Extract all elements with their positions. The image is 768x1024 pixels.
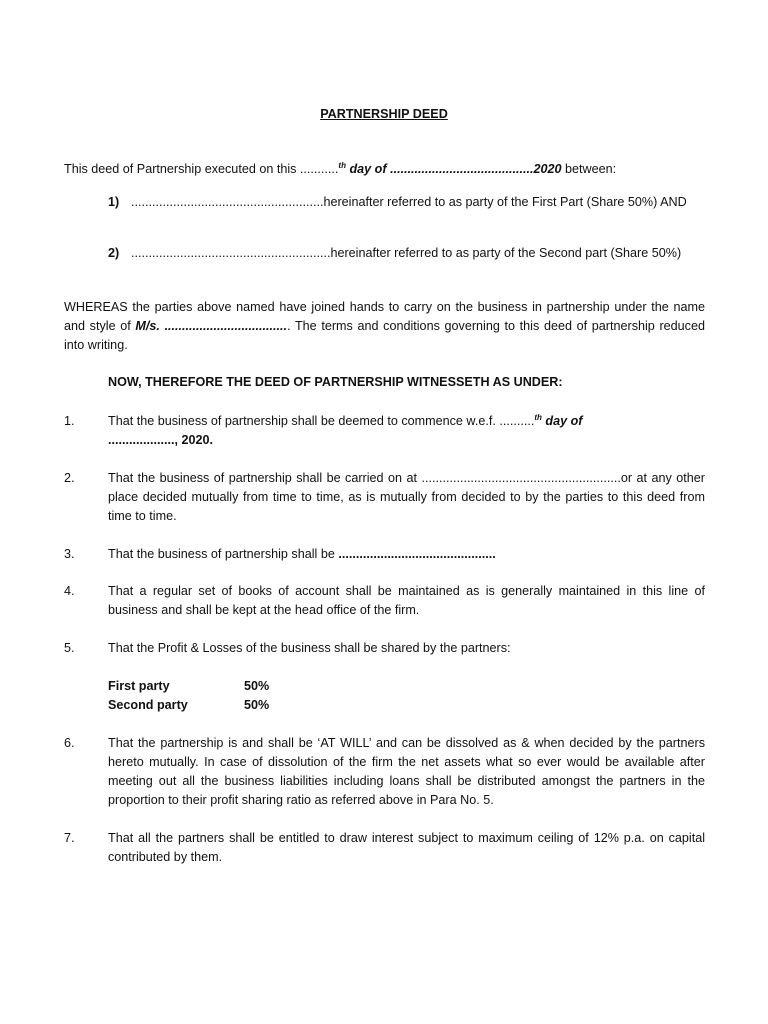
witnesseth-heading: NOW, THEREFORE THE DEED OF PARTNERSHIP WITNESSETH AS UNDER: — [108, 375, 563, 389]
clause-text-part: That the business of partnership shall be — [108, 547, 339, 561]
clause-text: That a regular set of books of account shall be maintained as is generally maintained in this line of business and shall be kept at the head office of the firm. — [108, 584, 705, 617]
clause-text-part: That the business of partnership shall be deemed to commence w.e.f. .......... — [108, 414, 535, 428]
intro-between: between: — [561, 162, 617, 176]
clause-superscript: th — [534, 412, 542, 422]
whereas-ms: M/s. ................................... — [135, 319, 288, 333]
party-text: .........................................................hereinafter referred to as party of the Second part (Share 50%) — [131, 246, 682, 260]
clause-1 — [64, 412, 705, 450]
clause-number: 3. — [64, 547, 75, 561]
clause-number: 4. — [64, 584, 75, 598]
intro-text: This deed of Partnership executed on this ........... — [64, 162, 339, 176]
share-party-name: First party — [108, 679, 170, 693]
intro-superscript: th — [338, 160, 346, 170]
clause-5 — [64, 639, 705, 658]
share-value: 50% — [244, 698, 270, 712]
share-value: 50% — [244, 679, 270, 693]
share-row — [108, 677, 269, 696]
clause-year: ..................., 2020. — [108, 433, 213, 447]
clause-text: That all the partners shall be entitled to draw interest subject to maximum ceiling of 12% p.a. on capital contributed by them. — [108, 831, 705, 864]
whereas-paragraph — [64, 298, 705, 355]
intro-day-of: day of .........................................2020 — [345, 162, 562, 176]
clause-2 — [64, 469, 705, 526]
clause-4 — [64, 582, 705, 620]
clause-7 — [64, 829, 705, 867]
intro-paragraph — [64, 160, 724, 179]
clause-day-of: day of — [541, 414, 583, 428]
clause-number: 1. — [64, 414, 75, 428]
clause-text — [108, 545, 705, 564]
clause-6 — [64, 734, 705, 810]
page-title: PARTNERSHIP DEED — [320, 107, 448, 121]
clause-3 — [64, 545, 705, 564]
party-first — [108, 193, 705, 212]
clause-number: 2. — [64, 471, 75, 485]
clause-number: 6. — [64, 736, 75, 750]
profit-share-table — [108, 677, 269, 715]
clause-number: 5. — [64, 641, 75, 655]
clause-text: That the business of partnership shall be carried on at .........................................................or at any other place decided mutually from time to time, as is mutually from decided to by the parties to this deed from time to time. — [108, 471, 705, 523]
clause-text — [108, 412, 705, 450]
clause-dots: ............................................. — [338, 547, 496, 561]
party-second — [108, 244, 705, 263]
whereas-text-end: . The terms and conditions governing to this deed of partnership reduced into writing. — [64, 319, 705, 352]
share-row — [108, 696, 269, 715]
party-number: 2) — [108, 246, 120, 260]
whereas-text: WHEREAS the parties above named have joined hands to carry on the business in partnership under the name and style of — [64, 300, 705, 333]
share-party-name: Second party — [108, 698, 188, 712]
party-text: .......................................................hereinafter referred to as party of the First Part (Share 50%) AND — [131, 195, 687, 209]
clause-text: That the Profit & Losses of the business shall be shared by the partners: — [108, 641, 511, 655]
party-number: 1) — [108, 195, 120, 209]
clause-text: That the partnership is and shall be ‘AT WILL’ and can be dissolved as & when decided by the partners hereto mutually. In case of dissolution of the firm the net assets what so ever would be available after meeting out all the business liabilities including loans shall be distributed amongst the partners in the proportion to their profit sharing ratio as referred above in Para No. 5. — [108, 736, 705, 807]
clause-number: 7. — [64, 831, 75, 845]
